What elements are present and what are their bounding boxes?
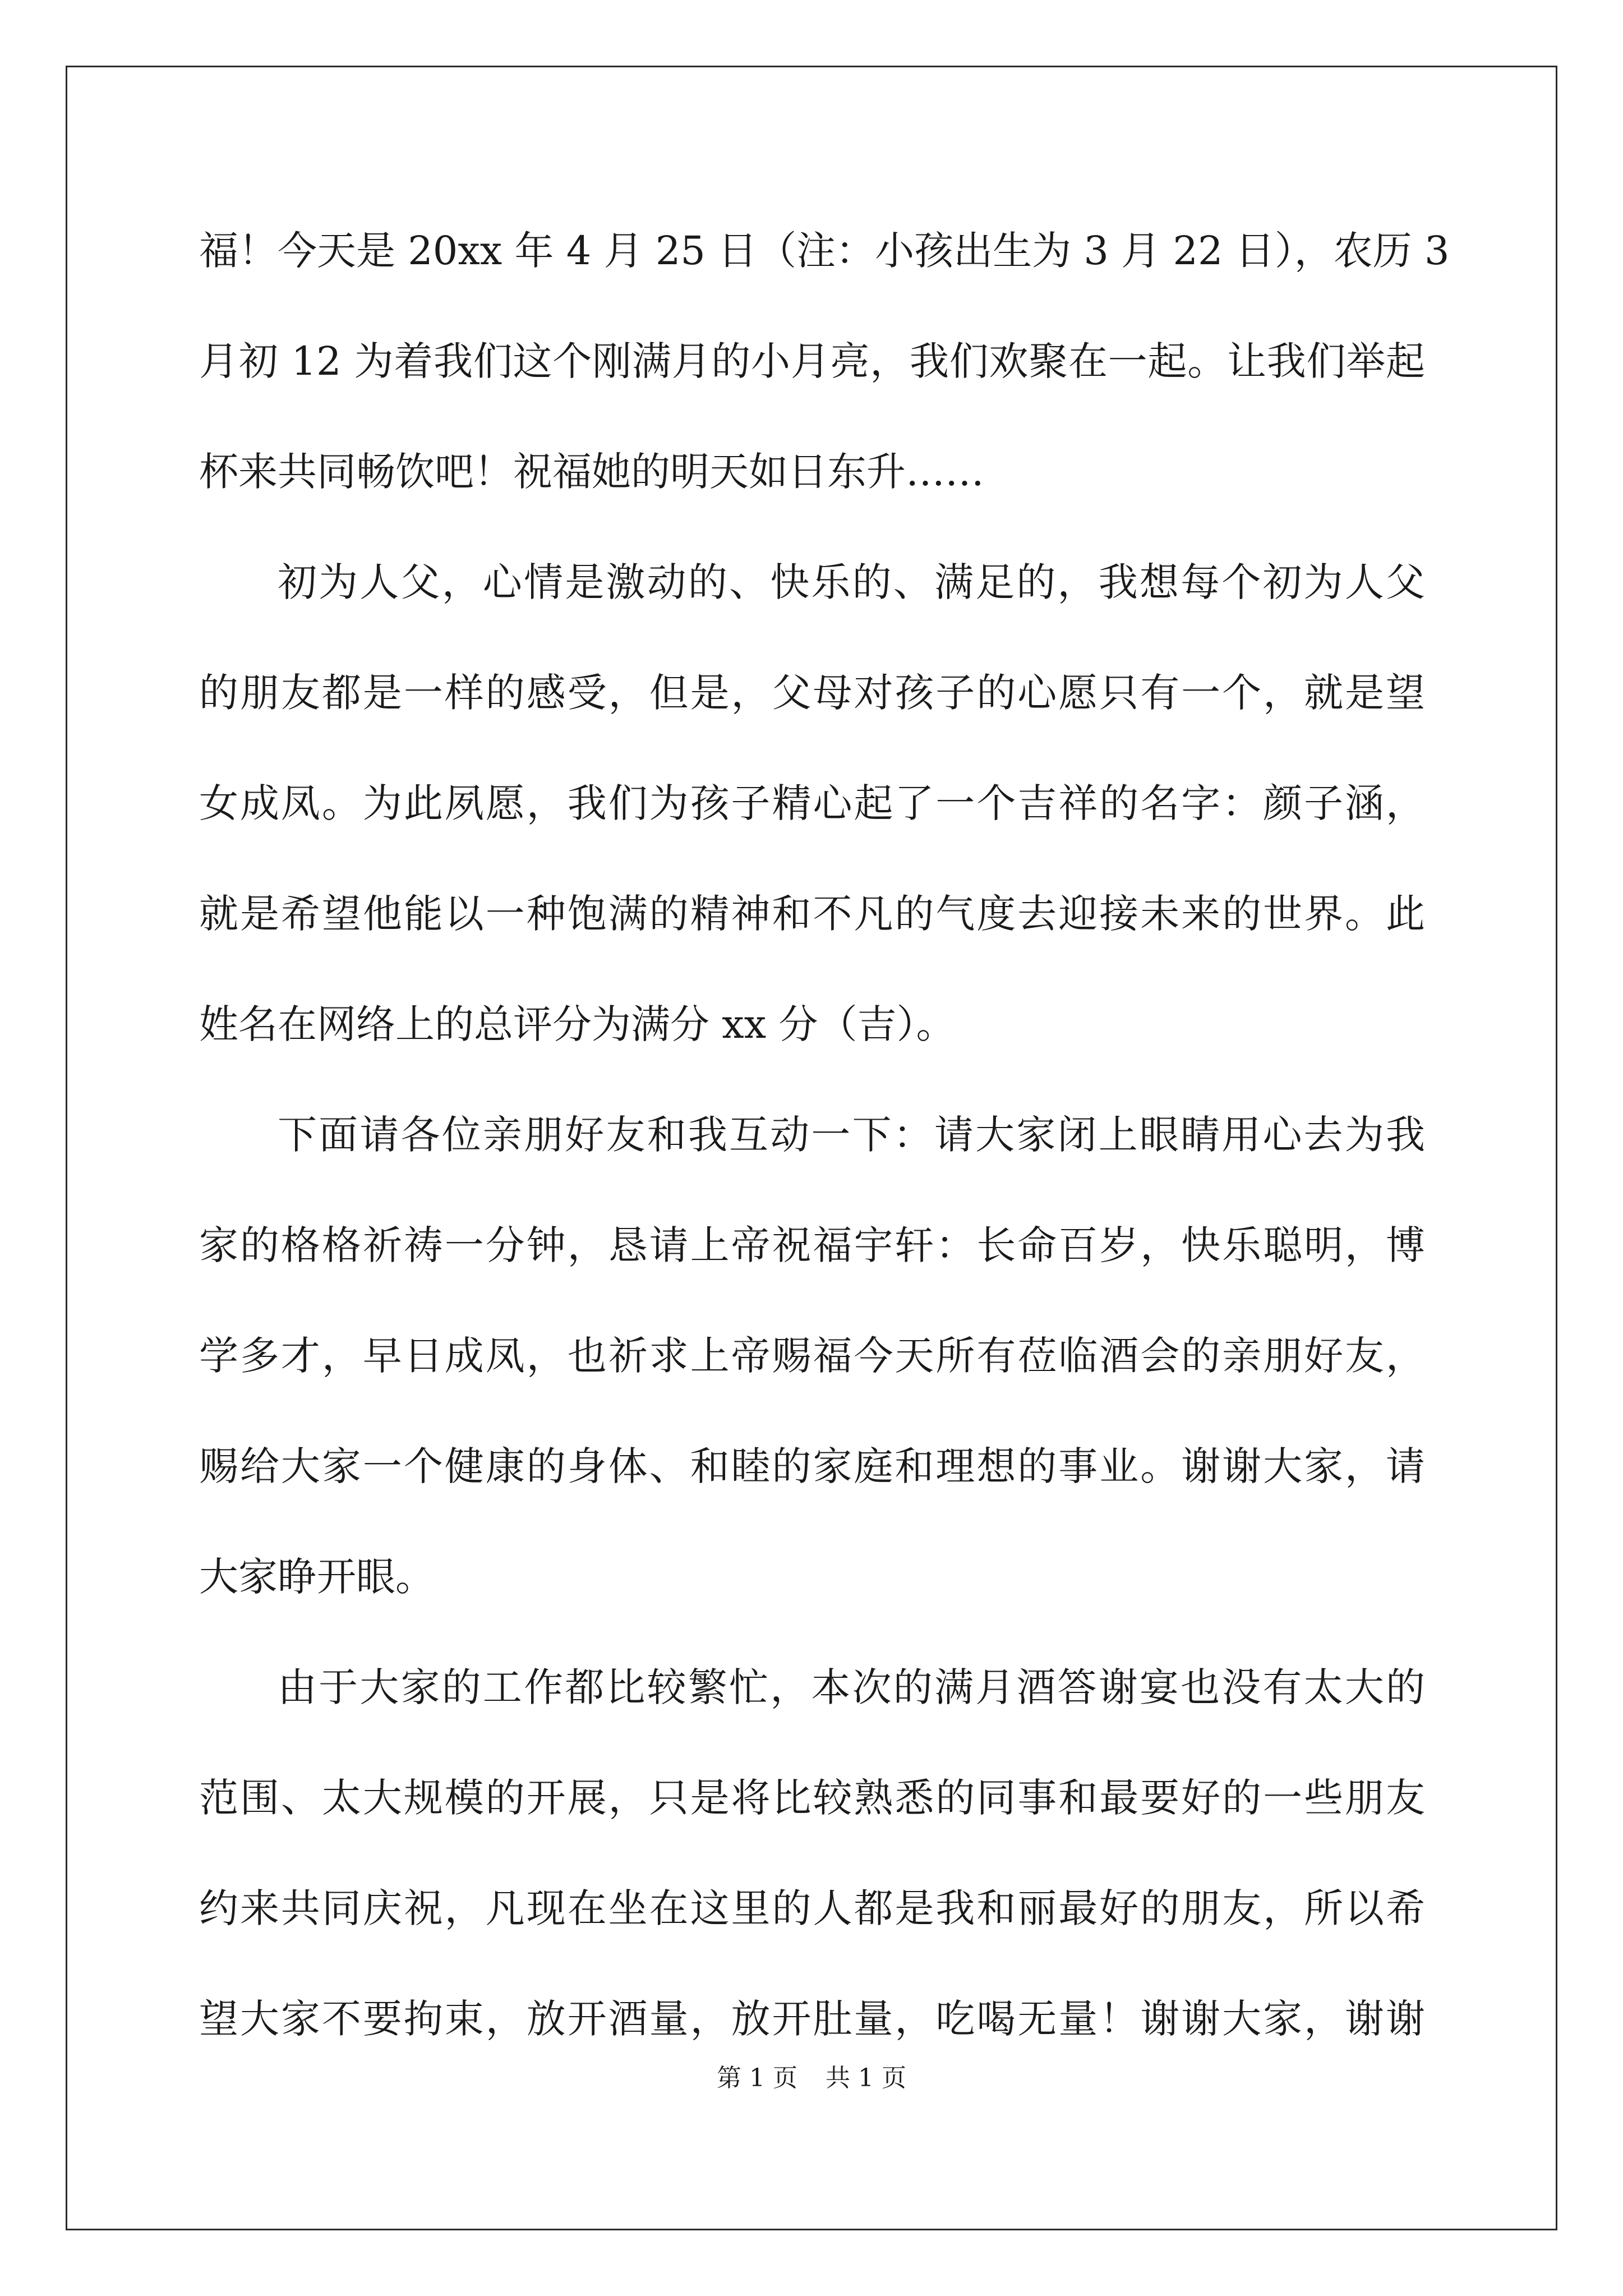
- document-body: [199, 209, 1450, 2087]
- text-line: 望大家不要拘束，放开酒量，放开肚量，吃喝无量！谢谢大家，谢谢: [199, 1996, 1425, 2042]
- page-footer: [0, 2062, 1623, 2095]
- text-line: 初为人父，心情是激动的、快乐的、满足的，我想每个初为人父: [278, 559, 1425, 605]
- paragraph-4: [199, 1645, 1425, 2087]
- text-line: 范围、太大规模的开展，只是将比较熟悉的同事和最要好的一些朋友: [199, 1775, 1425, 1821]
- text-line: 的朋友都是一样的感受，但是，父母对孩子的心愿只有一个，就是望: [199, 670, 1425, 716]
- text-line: 下面请各位亲朋好友和我互动一下：请大家闭上眼睛用心去为我: [278, 1112, 1425, 1158]
- text-line: 赐给大家一个健康的身体、和睦的家庭和理想的事业。谢谢大家，请: [199, 1443, 1425, 1489]
- page-total: 共 1 页: [826, 2064, 906, 2092]
- text-line: 大家睁开眼。: [199, 1554, 435, 1600]
- text-line: 福！今天是 20xx 年 4 月 25 日（注：小孩出生为 3 月 22 日），农历 3: [199, 228, 1450, 274]
- paragraph-1: [199, 209, 1450, 540]
- text-line: 月初 12 为着我们这个刚满月的小月亮，我们欢聚在一起。让我们举起: [199, 338, 1425, 384]
- text-line: 学多才，早日成凤，也祈求上帝赐福今天所有莅临酒会的亲朋好友，: [199, 1333, 1425, 1379]
- text-line: 姓名在网络上的总评分为满分 xx 分（吉）。: [199, 1001, 956, 1047]
- text-line: 杯来共同畅饮吧！祝福她的明天如日东升……: [199, 449, 984, 495]
- text-line: 女成凤。为此夙愿，我们为孩子精心起了一个吉祥的名字：颜子涵，: [199, 780, 1425, 826]
- text-line: 约来共同庆祝，凡现在坐在这里的人都是我和丽最好的朋友，所以希: [199, 1885, 1425, 1931]
- paragraph-2: [199, 540, 1425, 1093]
- text-line: 由于大家的工作都比较繁忙，本次的满月酒答谢宴也没有太大的: [278, 1664, 1425, 1710]
- page-number: 第 1 页: [717, 2064, 797, 2092]
- text-line: 就是希望他能以一种饱满的精神和不凡的气度去迎接未来的世界。此: [199, 891, 1425, 937]
- text-line: 家的格格祈祷一分钟，恳请上帝祝福宇轩：长命百岁，快乐聪明，博: [199, 1222, 1425, 1268]
- paragraph-3: [199, 1093, 1425, 1645]
